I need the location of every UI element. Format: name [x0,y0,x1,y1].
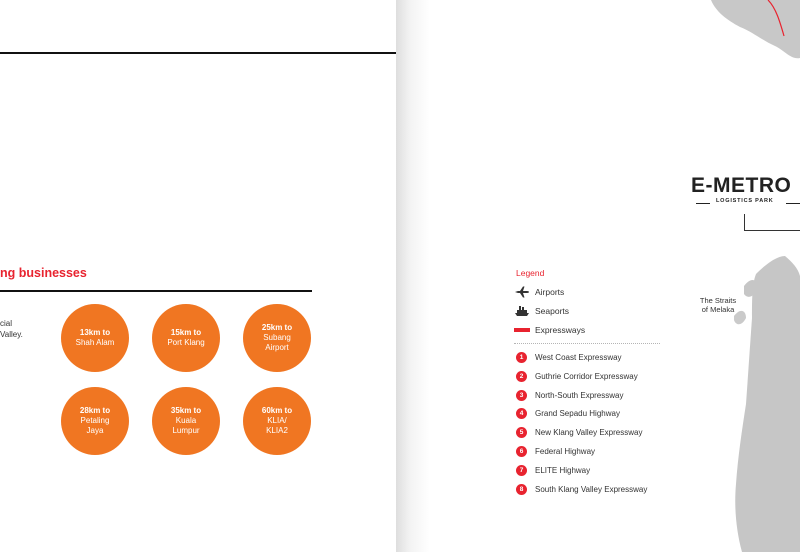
brand-logo-subtitle: LOGISTICS PARK [716,198,774,204]
distance-destination: KLIA/ KLIA2 [266,416,288,435]
logo-rule-right [786,203,800,204]
route-label: South Klang Valley Expressway [535,484,648,494]
distance-value: 60km to [261,406,293,415]
route-item [516,389,623,401]
route-label: North-South Expressway [535,390,624,400]
brand-logo-subtitle-row [696,198,800,208]
distance-value: 15km to [170,328,202,337]
intro-text [0,318,40,340]
route-label: Guthrie Corridor Expressway [535,371,638,381]
intro-text-content: cial Valley. [0,319,23,339]
route-number-badge: 8 [516,484,527,495]
left-page [0,0,396,552]
distance-value: 35km to [170,406,202,415]
straits-of-melaka-label [688,296,748,314]
route-item [516,407,620,419]
distance-circle-klia [243,387,311,455]
right-page [396,0,800,552]
route-number-badge: 1 [516,352,527,363]
legend-item-expressways [514,323,585,337]
route-item [516,445,595,457]
legend-title: Legend [516,268,545,278]
expressway-line-icon [514,323,530,337]
map-coastline [396,0,800,552]
distance-value: 25km to [261,323,293,332]
route-label: Grand Sepadu Highway [535,408,620,418]
distance-destination: Shah Alam [75,338,115,347]
distance-destination: Petaling Jaya [80,416,110,435]
airplane-icon [514,285,530,299]
route-label: ELITE Highway [535,465,591,475]
route-number-badge: 2 [516,371,527,382]
legend-item-seaports [514,304,569,318]
brand-logo-title: E-METRO [691,174,792,197]
heading-rule [0,290,312,292]
route-item [516,426,642,438]
top-rule [0,52,396,54]
distance-destination: Kuala Lumpur [172,416,200,435]
distance-circle-shah-alam [61,304,129,372]
route-item [516,483,647,495]
route-number-badge: 5 [516,427,527,438]
distance-circle-petaling-jaya [61,387,129,455]
route-label: West Coast Expressway [535,352,622,362]
route-item [516,464,590,476]
distance-destination: Subang Airport [263,333,291,352]
route-label: Federal Highway [535,446,596,456]
distance-circle-subang-airport [243,304,311,372]
section-heading: ng businesses [0,266,87,280]
legend-label: Airports [535,287,565,297]
legend-divider [514,343,660,344]
route-item [516,351,622,363]
distance-value: 13km to [79,328,111,337]
legend-label: Seaports [535,306,570,316]
logo-rule-left [696,203,710,204]
straits-label-text: The Straits of Melaka [699,296,737,314]
route-number-badge: 3 [516,390,527,401]
distance-value: 28km to [79,406,111,415]
route-number-badge: 7 [516,465,527,476]
ship-icon [514,304,530,318]
route-number-badge: 6 [516,446,527,457]
distance-circle-kuala-lumpur [152,387,220,455]
location-pointer-line [744,214,800,231]
legend-item-airports [514,285,564,299]
route-number-badge: 4 [516,408,527,419]
legend-label: Expressways [535,325,586,335]
route-label: New Klang Valley Expressway [535,427,643,437]
distance-circle-port-klang [152,304,220,372]
route-item [516,370,638,382]
distance-destination: Port Klang [167,338,205,347]
